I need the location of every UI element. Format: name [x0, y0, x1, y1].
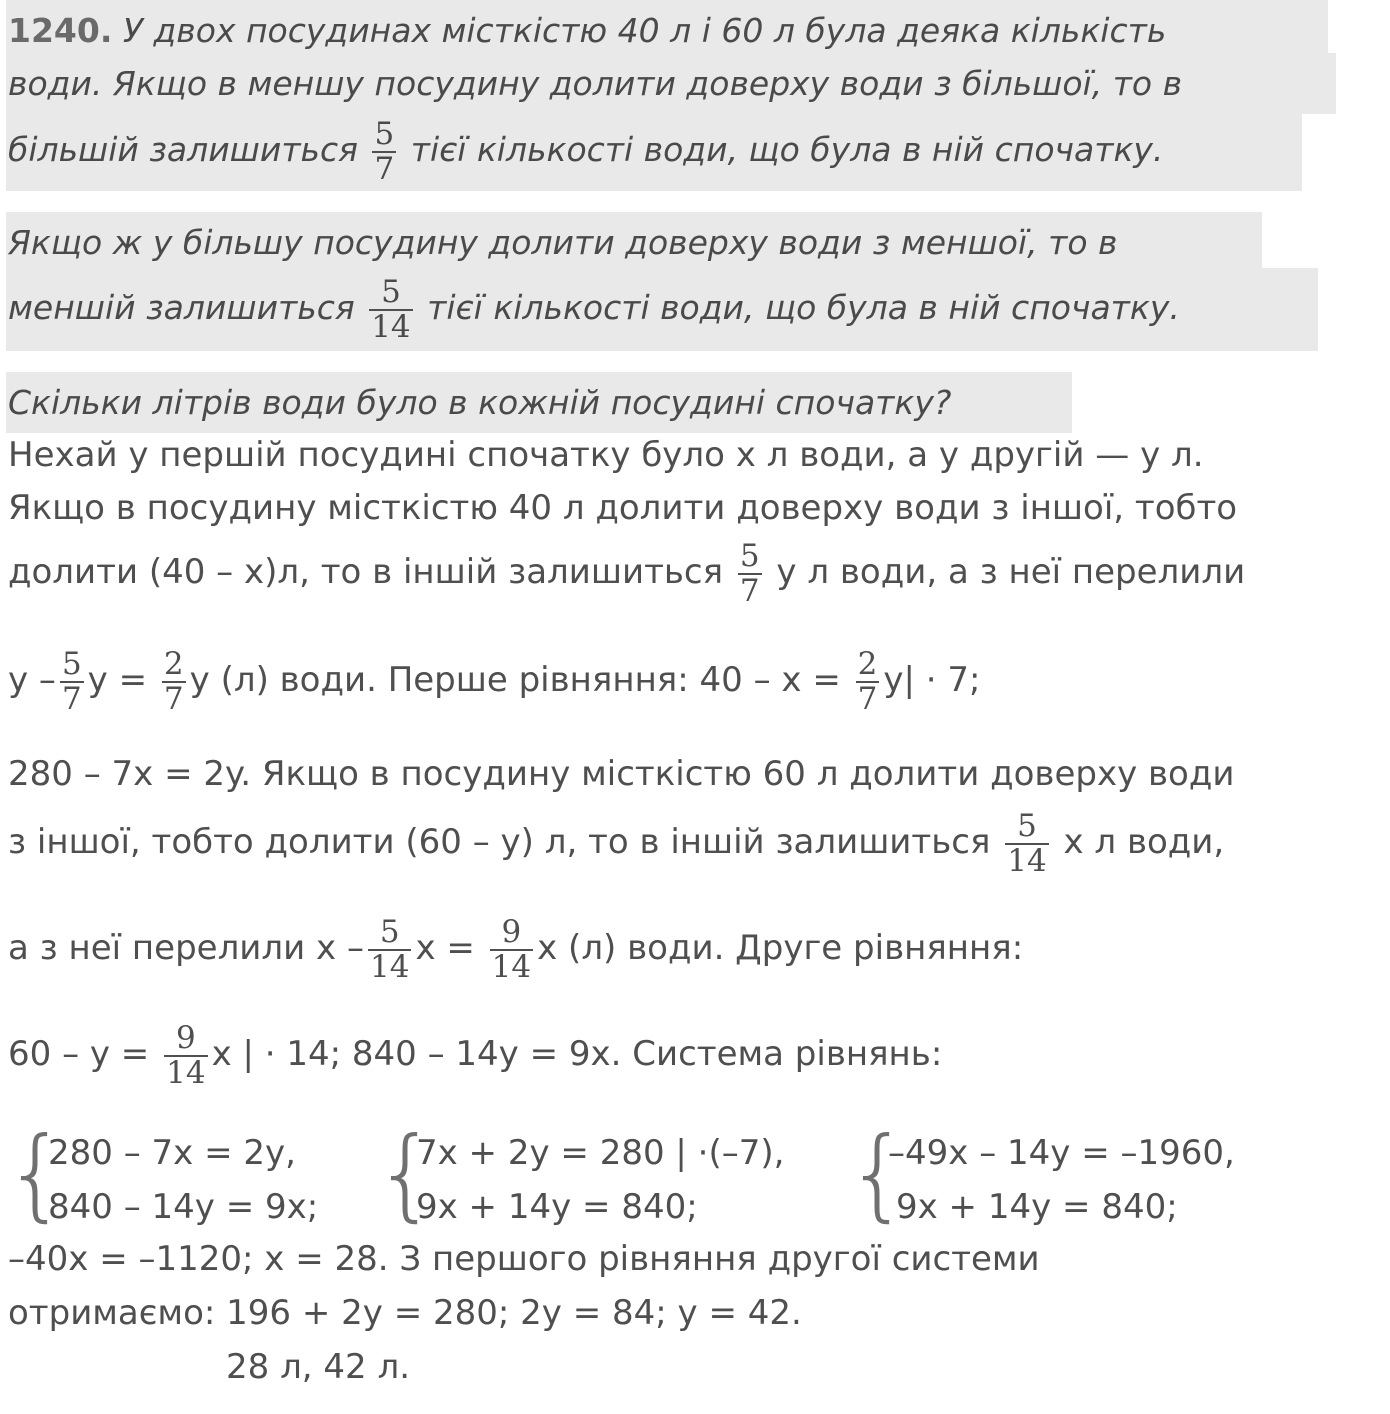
fraction-2-7: $\frac{2}{7}$ [857, 646, 878, 717]
system3-eq2: 9x + 14y = 840; [896, 1187, 1178, 1227]
system2-eq1: 7x + 2y = 280 | ·(–7), [416, 1133, 785, 1173]
solution-line-10: отримаємо: 196 + 2y = 280; 2y = 84; y = 42. [8, 1293, 802, 1333]
problem-question: Скільки літрів води було в кожній посудині спочатку? [8, 383, 952, 422]
solution-line-8: 60 – y = $\frac{9}{14}$ x | · 14; 840 – 14y = 9x. Система рівнянь: [8, 1020, 943, 1091]
problem-line-5 [8, 276, 1180, 343]
problem-number: 1240. [8, 11, 113, 50]
solution-line-5: 280 – 7x = 2y. Якщо в посудину місткістю 60 л долити доверху води [8, 754, 1235, 794]
problem-text-1: У двох посудинах місткістю 40 л і 60 л була деяка кількість [122, 11, 1167, 50]
fraction-2-7: $\frac{2}{7}$ [163, 646, 184, 717]
solution-line-2: Якщо в посудину місткістю 40 л долити доверху води з іншої, тобто [8, 488, 1238, 528]
fraction-9-14: $\frac{9}{14}$ [491, 914, 532, 985]
fraction-9-14: $\frac{9}{14}$ [166, 1020, 206, 1091]
problem-line-1 [8, 11, 1167, 50]
fraction-5-14: $\frac{5}{14}$ [371, 274, 411, 345]
fraction-5-14: $\frac{5}{14}$ [369, 914, 410, 985]
problem-text-2: води. Якщо в меншу посудину долити доверху води з більшої, то в [8, 64, 1183, 103]
problem-line-3 [8, 118, 1163, 185]
fraction-5-14: $\frac{5}{14}$ [1007, 808, 1047, 879]
answer: 28 л, 42 л. [226, 1347, 411, 1387]
solution-line-1: Нехай у першій посудині спочатку було x л води, а у другій — y л. [8, 435, 1204, 475]
fraction-5-7: $\frac{5}{7}$ [374, 116, 395, 187]
system1-eq1: 280 – 7x = 2y, [48, 1133, 296, 1173]
system1-eq2: 840 – 14y = 9x; [48, 1187, 319, 1227]
system2-eq2: 9x + 14y = 840; [416, 1187, 698, 1227]
problem-text-4: Якщо ж у більшу посудину долити доверху води з меншої, то в [8, 223, 1118, 262]
left-brace-icon: { [374, 1115, 438, 1232]
problem-text-5b: тієї кількості води, що була в ній спочатку. [427, 288, 1180, 328]
problem-text-3a: більшій залишиться [8, 130, 358, 170]
left-brace-icon: { [846, 1115, 910, 1232]
problem-text-3b: тієї кількості води, що була в ній спочатку. [410, 130, 1164, 170]
solution-line-4: y – $\frac{5}{7}$ y = $\frac{2}{7}$ y (л) води. Перше рівняння: 40 – x = $\frac{2}{7}$ y| · 7; [8, 646, 981, 717]
left-brace-icon: { [4, 1115, 68, 1232]
problem-line-2 [8, 64, 1183, 103]
system3-eq1: –49x – 14y = –1960, [888, 1133, 1235, 1173]
solution-line-6: з іншої, тобто долити (60 – y) л, то в іншій залишиться $\frac{5}{14}$ x л води, [8, 808, 1225, 879]
solution-line-7: а з неї перелили x – $\frac{5}{14}$ x = $\frac{9}{14}$ x (л) води. Друге рівняння: [8, 914, 1024, 985]
solution-line-3: долити (40 – x)л, то в іншій залишиться $\frac{5}{7}$ y л води, а з неї перелили [8, 538, 1246, 609]
fraction-5-7: $\frac{5}{7}$ [739, 538, 760, 609]
problem-text-5a: меншій залишиться [8, 288, 355, 328]
problem-line-6 [8, 383, 952, 422]
fraction-5-7: $\frac{5}{7}$ [61, 646, 82, 717]
solution-line-9: –40x = –1120; x = 28. З першого рівняння другої системи [8, 1239, 1040, 1279]
problem-line-4 [8, 223, 1118, 262]
